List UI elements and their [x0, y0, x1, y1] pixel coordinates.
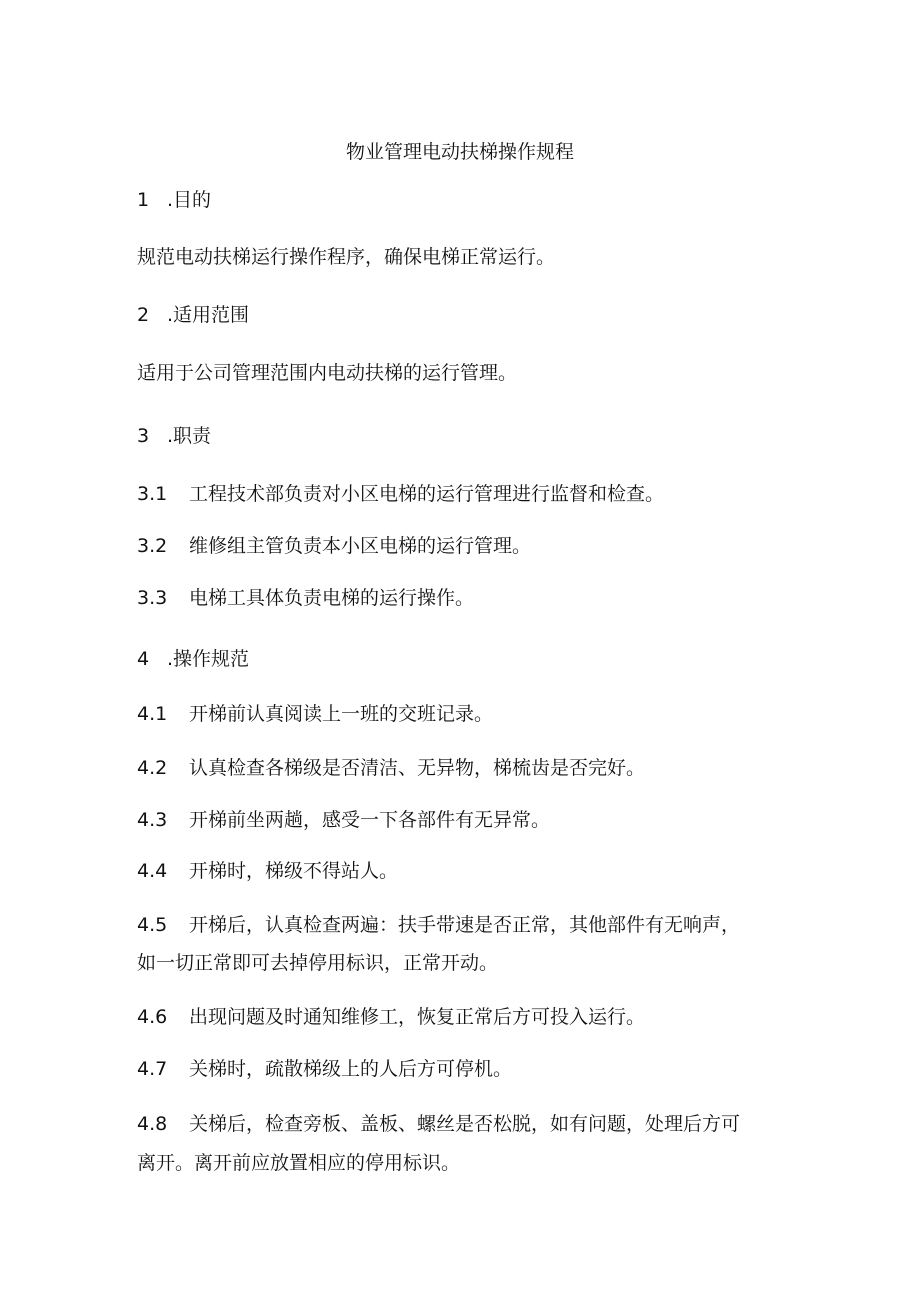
list-item: [137, 1110, 740, 1138]
item-text: 关梯时，疏散梯级上的人后方可停机。: [189, 1058, 513, 1080]
item-text: 开梯前认真阅读上一班的交班记录。: [189, 703, 494, 725]
item-text: 开梯时，梯级不得站人。: [189, 860, 399, 882]
item-number: 4.8: [137, 1113, 168, 1135]
item-text: 出现问题及时通知维修工，恢复正常后方可投入运行。: [189, 1006, 646, 1028]
item-text: 工程技术部负责对小区电梯的运行管理进行监督和检查。: [189, 483, 665, 505]
item-number: 4.1: [137, 703, 168, 725]
list-item: [137, 700, 493, 728]
item-number: 4.7: [137, 1058, 168, 1080]
document-title: 物业管理电动扶梯操作规程: [345, 141, 574, 163]
list-item: [137, 584, 474, 612]
scope-paragraph: 适用于公司管理范围内电动扶梯的运行管理。: [137, 362, 518, 384]
item-number: 3.1: [137, 483, 168, 505]
item-text: 开梯后，认真检查两遍：扶手带速是否正常，其他部件有无响声，: [189, 914, 741, 936]
item-text: 开梯前坐两趟，感受一下各部件有无异常。: [189, 809, 551, 831]
section-heading-4: [137, 645, 249, 673]
section-number: 1: [137, 189, 150, 211]
item-number: 4.4: [137, 860, 168, 882]
list-item: [137, 480, 664, 508]
item-text: 维修组主管负责本小区电梯的运行管理。: [189, 535, 532, 557]
item-text: 认真检查各梯级是否清洁、无异物，梯梳齿是否完好。: [189, 757, 646, 779]
section-number: 2: [137, 304, 150, 326]
item-number: 4.3: [137, 809, 168, 831]
section-title: .操作规范: [167, 648, 250, 670]
item-number: 4.5: [137, 914, 168, 936]
item-text: 关梯后，检查旁板、盖板、螺丝是否松脱，如有问题，处理后方可: [189, 1113, 741, 1135]
item-number: 4.2: [137, 757, 168, 779]
section-title: .目的: [167, 189, 212, 211]
list-item: [137, 532, 531, 560]
list-item: [137, 911, 740, 939]
list-item: [137, 1055, 512, 1083]
list-item: [137, 1003, 645, 1031]
item-number: 3.3: [137, 587, 168, 609]
list-item: [137, 806, 550, 834]
item-text: 电梯工具体负责电梯的运行操作。: [189, 587, 475, 609]
list-item: [137, 754, 645, 782]
purpose-paragraph: 规范电动扶梯运行操作程序，确保电梯正常运行。: [137, 246, 556, 268]
item-number: 3.2: [137, 535, 168, 557]
item-number: 4.6: [137, 1006, 168, 1028]
section-heading-1: [137, 186, 211, 214]
list-item-continuation: 离开。离开前应放置相应的停用标识。: [137, 1152, 461, 1174]
section-heading-2: [137, 301, 249, 329]
section-heading-3: [137, 422, 211, 450]
section-number: 3: [137, 425, 150, 447]
list-item-continuation: 如一切正常即可去掉停用标识，正常开动。: [137, 952, 499, 974]
section-title: .适用范围: [167, 304, 250, 326]
section-number: 4: [137, 648, 150, 670]
section-title: .职责: [167, 425, 212, 447]
list-item: [137, 857, 398, 885]
